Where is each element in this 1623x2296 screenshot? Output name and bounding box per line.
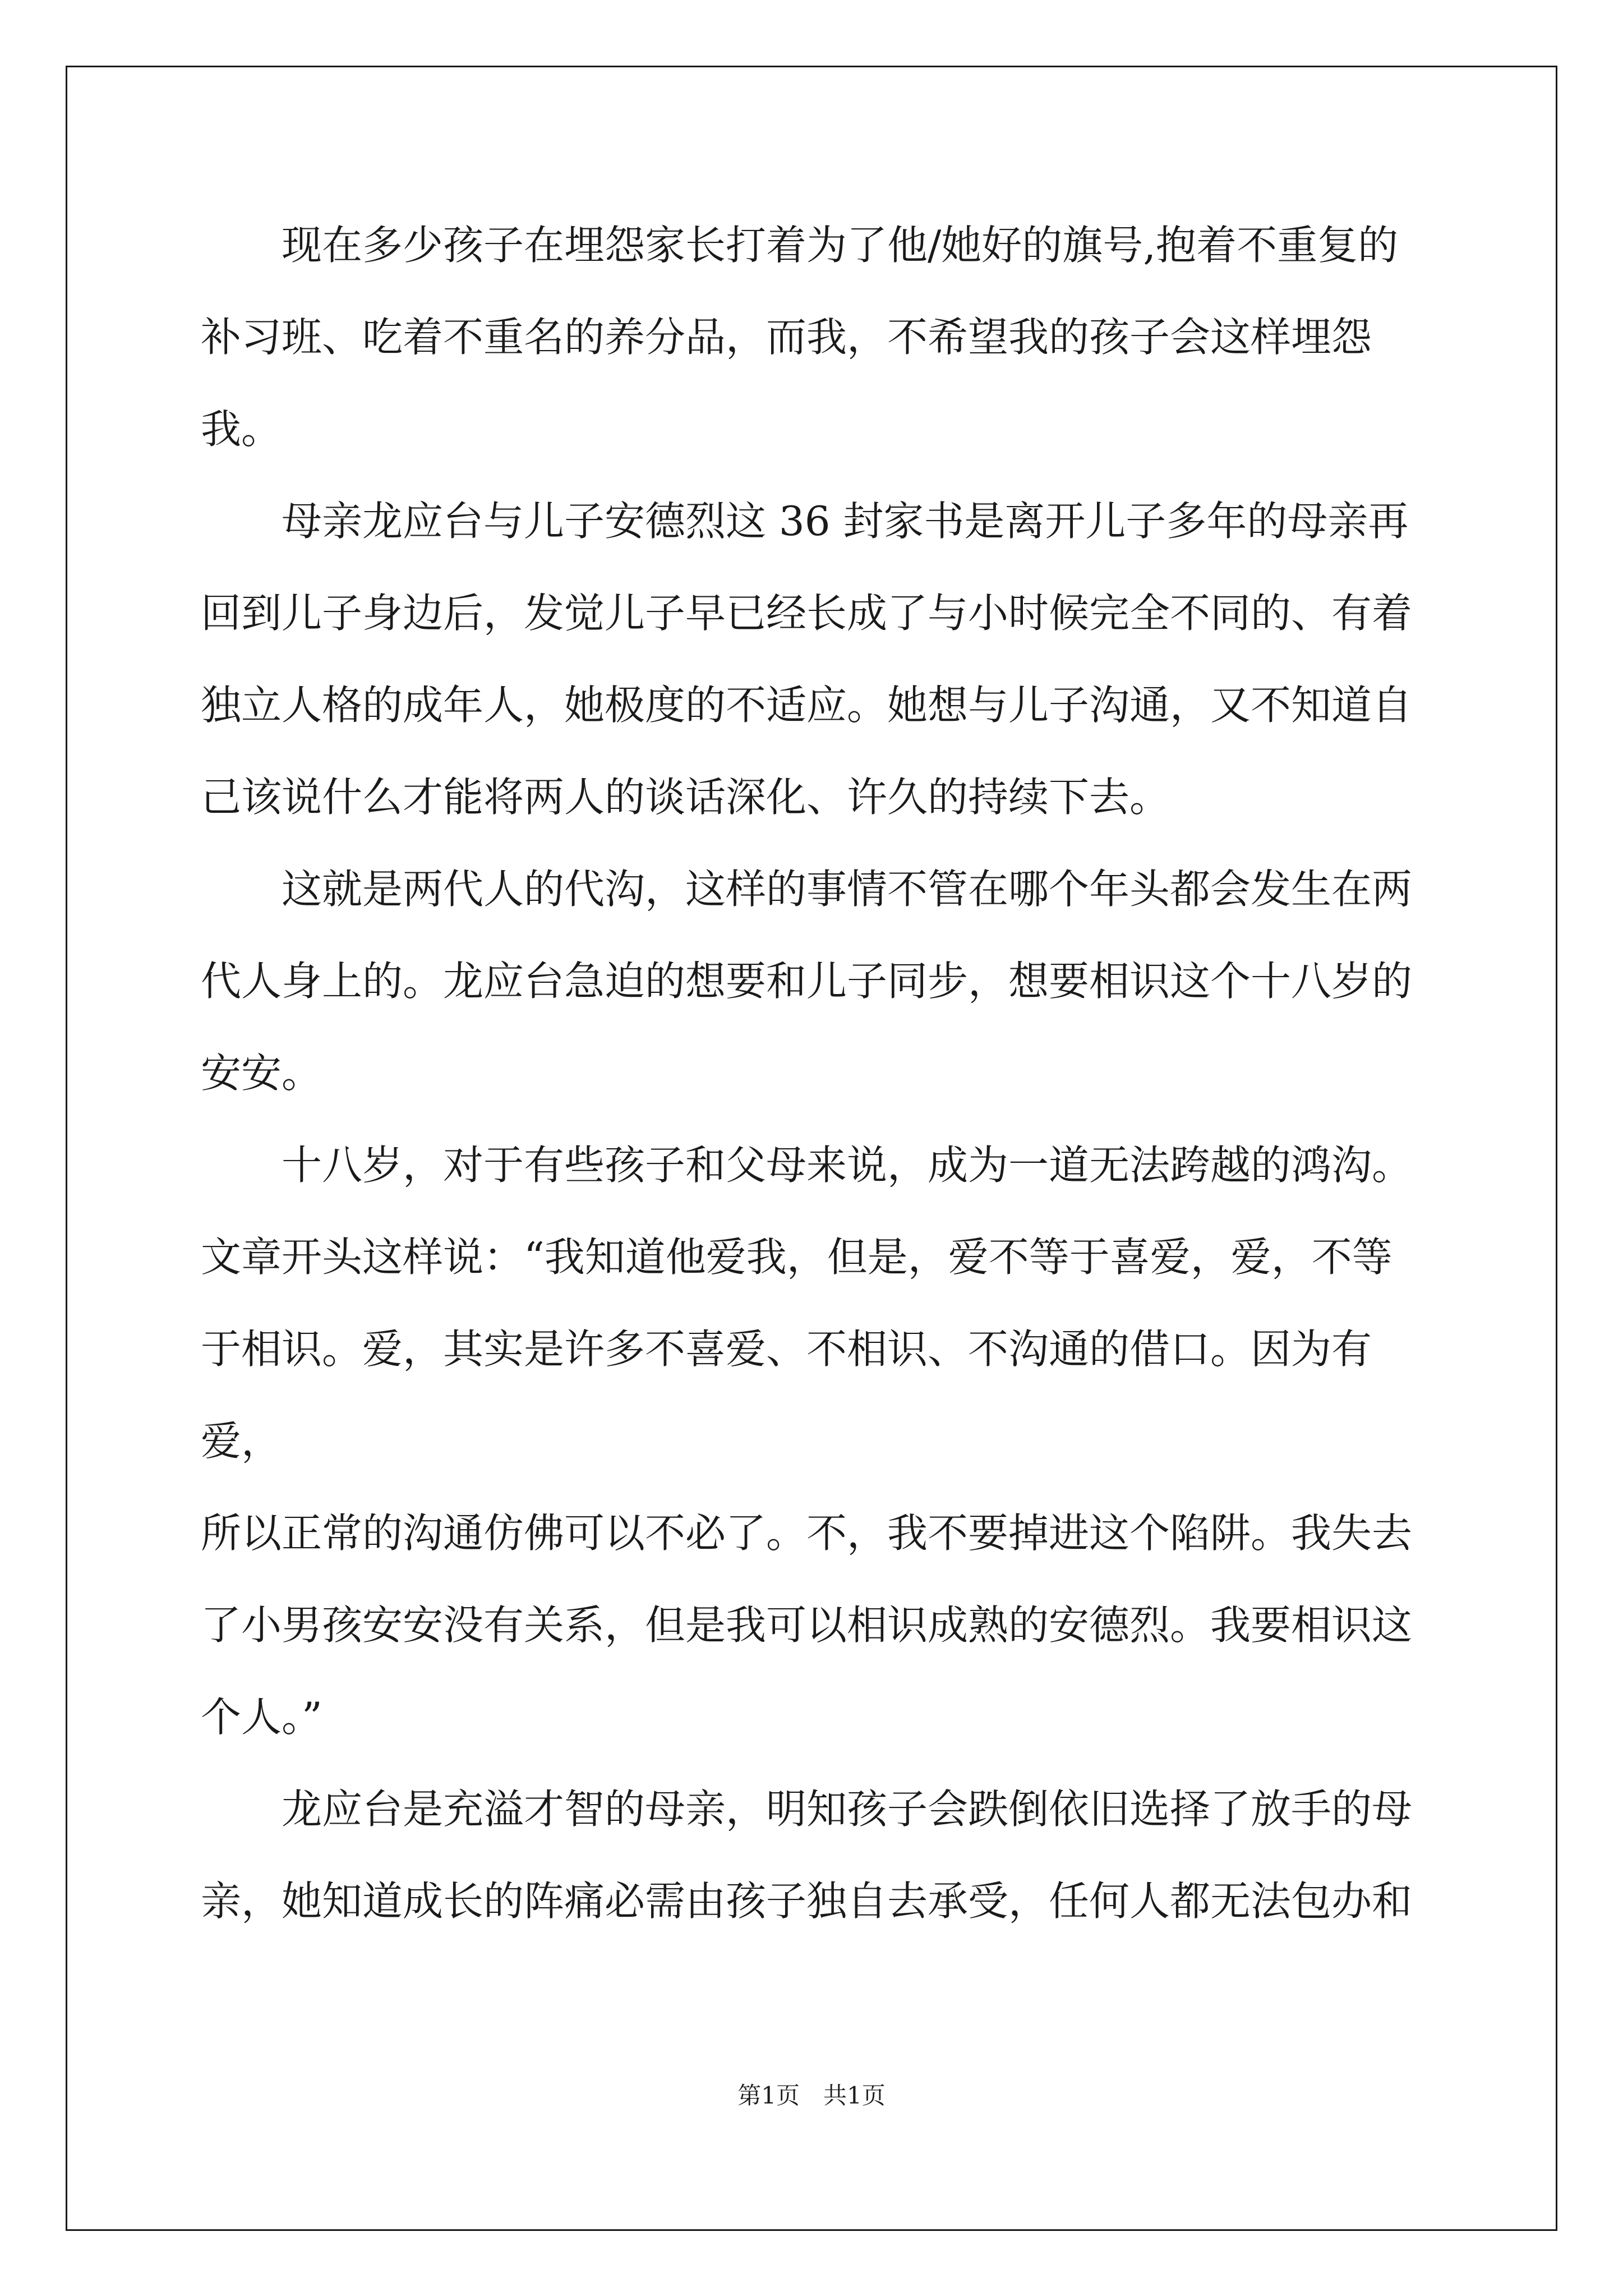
document-body [201,199,1435,1947]
paragraph: 母亲龙应台与儿子安德烈这 36 封家书是离开儿子多年的母亲再 回到儿子身边后，发觉儿子早已经长成了与小时候完全不同的、有着 独立人格的成年人，她极度的不适应。她想与儿子沟通，又不知道自 己该说什么才能将两人的谈话深化、许久的持续下去。 [201,498,1413,821]
paragraph: 龙应台是充溢才智的母亲，明知孩子会跌倒依旧选择了放手的母 亲，她知道成长的阵痛必需由孩子独自去承受，任何人都无法包办和 [201,1786,1413,1925]
page-number-footer: 第1页 共1页 [737,2082,886,2109]
paragraph: 这就是两代人的代沟，这样的事情不管在哪个年头都会发生在两 代人身上的。龙应台急迫的想要和儿子同步，想要相识这个十八岁的 安安。 [201,866,1413,1097]
paragraph: 现在多少孩子在埋怨家长打着为了他/她好的旗号,抱着不重复的 补习班、吃着不重名的养分品，而我，不希望我的孩子会这样埋怨我。 [201,222,1399,453]
paragraph: 十八岁，对于有些孩子和父母来说，成为一道无法跨越的鸿沟。 文章开头这样说：“我知道他爱我，但是，爱不等于喜爱，爱，不等 于相识。爱，其实是许多不喜爱、不相识、不沟通的借口。因为有爱， 所以正常的沟通仿佛可以不必了。不，我不要掉进这个陷阱。我失去 了小男孩安安没有关系，但是我可以相识成熟的安德烈。我要相识这 个人。” [201,1142,1413,1741]
